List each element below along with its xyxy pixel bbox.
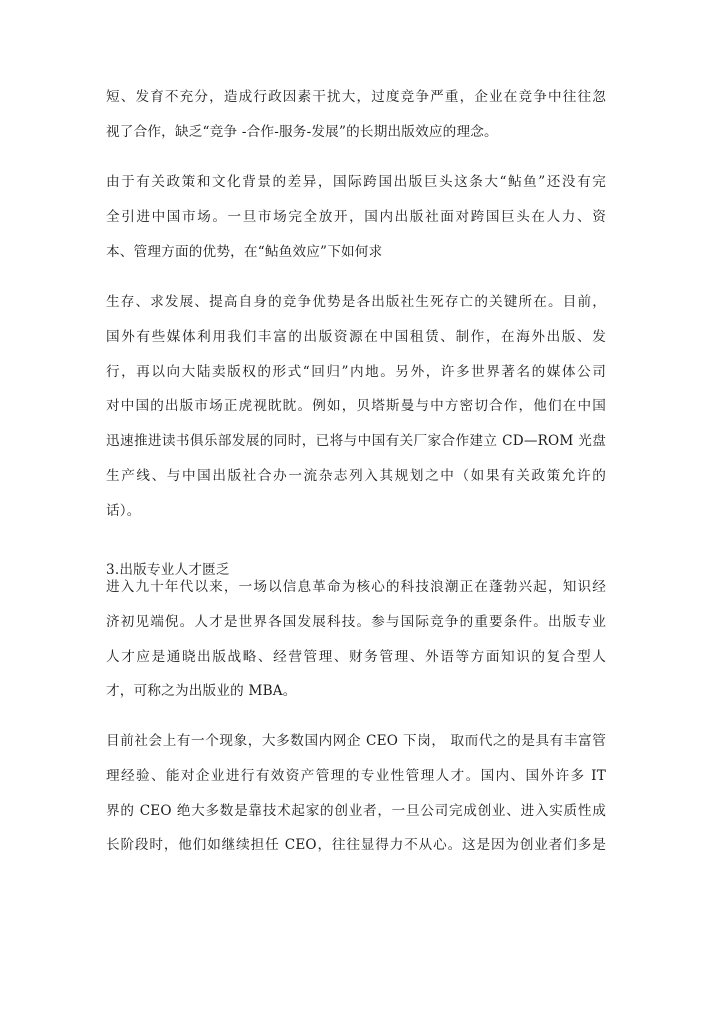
paragraph-5 xyxy=(106,724,606,863)
text-line: 才，可称之为出版业的 MBA。 xyxy=(106,683,297,700)
text-line: 短、发育不充分，造成行政因素干扰大，过度竞争严重，企业在竞争中往往忽 xyxy=(106,89,606,105)
heading-text: 3.出版专业人才匮乏 xyxy=(106,562,230,578)
text-line: 生产线、与中国出版社合办一流杂志列入其规划之中（如果有关政策允许的 xyxy=(106,467,606,484)
text-line: 迅速推进读书俱乐部发展的同时，已将与中国有关厂家合作建立 CD—ROM 光盘 xyxy=(106,433,606,450)
text-line: 人才应是通晓出版战略、经营管理、财务管理、外语等方面知识的复合型人 xyxy=(106,648,606,665)
paragraph-3 xyxy=(106,285,606,529)
paragraph-2 xyxy=(106,165,606,269)
text-line: 界的 CEO 绝大多数是靠技术起家的创业者，一旦公司完成创业、进入实质性成 xyxy=(106,802,606,819)
text-line: 话）。 xyxy=(106,502,141,519)
text-line: 行，再以向大陆卖版权的形式“回归”内地。另外，许多世界著名的媒体公司 xyxy=(106,363,606,380)
text-line: 目前社会上有一个现象，大多数国内网企 CEO 下岗， 取而代之的是具有丰富管 xyxy=(106,733,606,749)
text-line: 国外有些媒体利用我们丰富的出版资源在中国租赁、制作，在海外出版、发 xyxy=(106,328,606,345)
text-line: 对中国的出版市场正虎视眈眈。例如，贝塔斯曼与中方密切合作，他们在中国 xyxy=(106,398,606,415)
text-line: 理经验、能对企业进行有效资产管理的专业性管理人才。国内、国外许多 IT xyxy=(106,767,606,784)
paragraph-1 xyxy=(106,80,606,150)
text-line: 全引进中国市场。一旦市场完全放开，国内出版社面对跨国巨头在人力、资 xyxy=(106,208,606,225)
text-line: 进入九十年代以来，一场以信息革命为核心的科技浪潮正在蓬勃兴起，知识经 xyxy=(106,579,606,595)
text-line: 由于有关政策和文化背景的差异，国际跨国出版巨头这条大“鲇鱼”还没有完 xyxy=(106,174,606,190)
text-line: 生存、求发展、提高自身的竞争优势是各出版社生死存亡的关键所在。目前， xyxy=(106,294,606,310)
paragraph-4 xyxy=(106,570,606,709)
text-line: 本、管理方面的优势，在“鲇鱼效应”下如何求 xyxy=(106,243,383,260)
text-line: 济初见端倪。人才是世界各国发展科技。参与国际竞争的重要条件。出版专业 xyxy=(106,613,606,630)
text-line: 视了合作，缺乏“竞争 -合作-服务-发展”的长期出版效应的理念。 xyxy=(106,123,498,140)
text-line: 长阶段时，他们如继续担任 CEO，往往显得力不从心。这是因为创业者们多是 xyxy=(106,837,606,854)
